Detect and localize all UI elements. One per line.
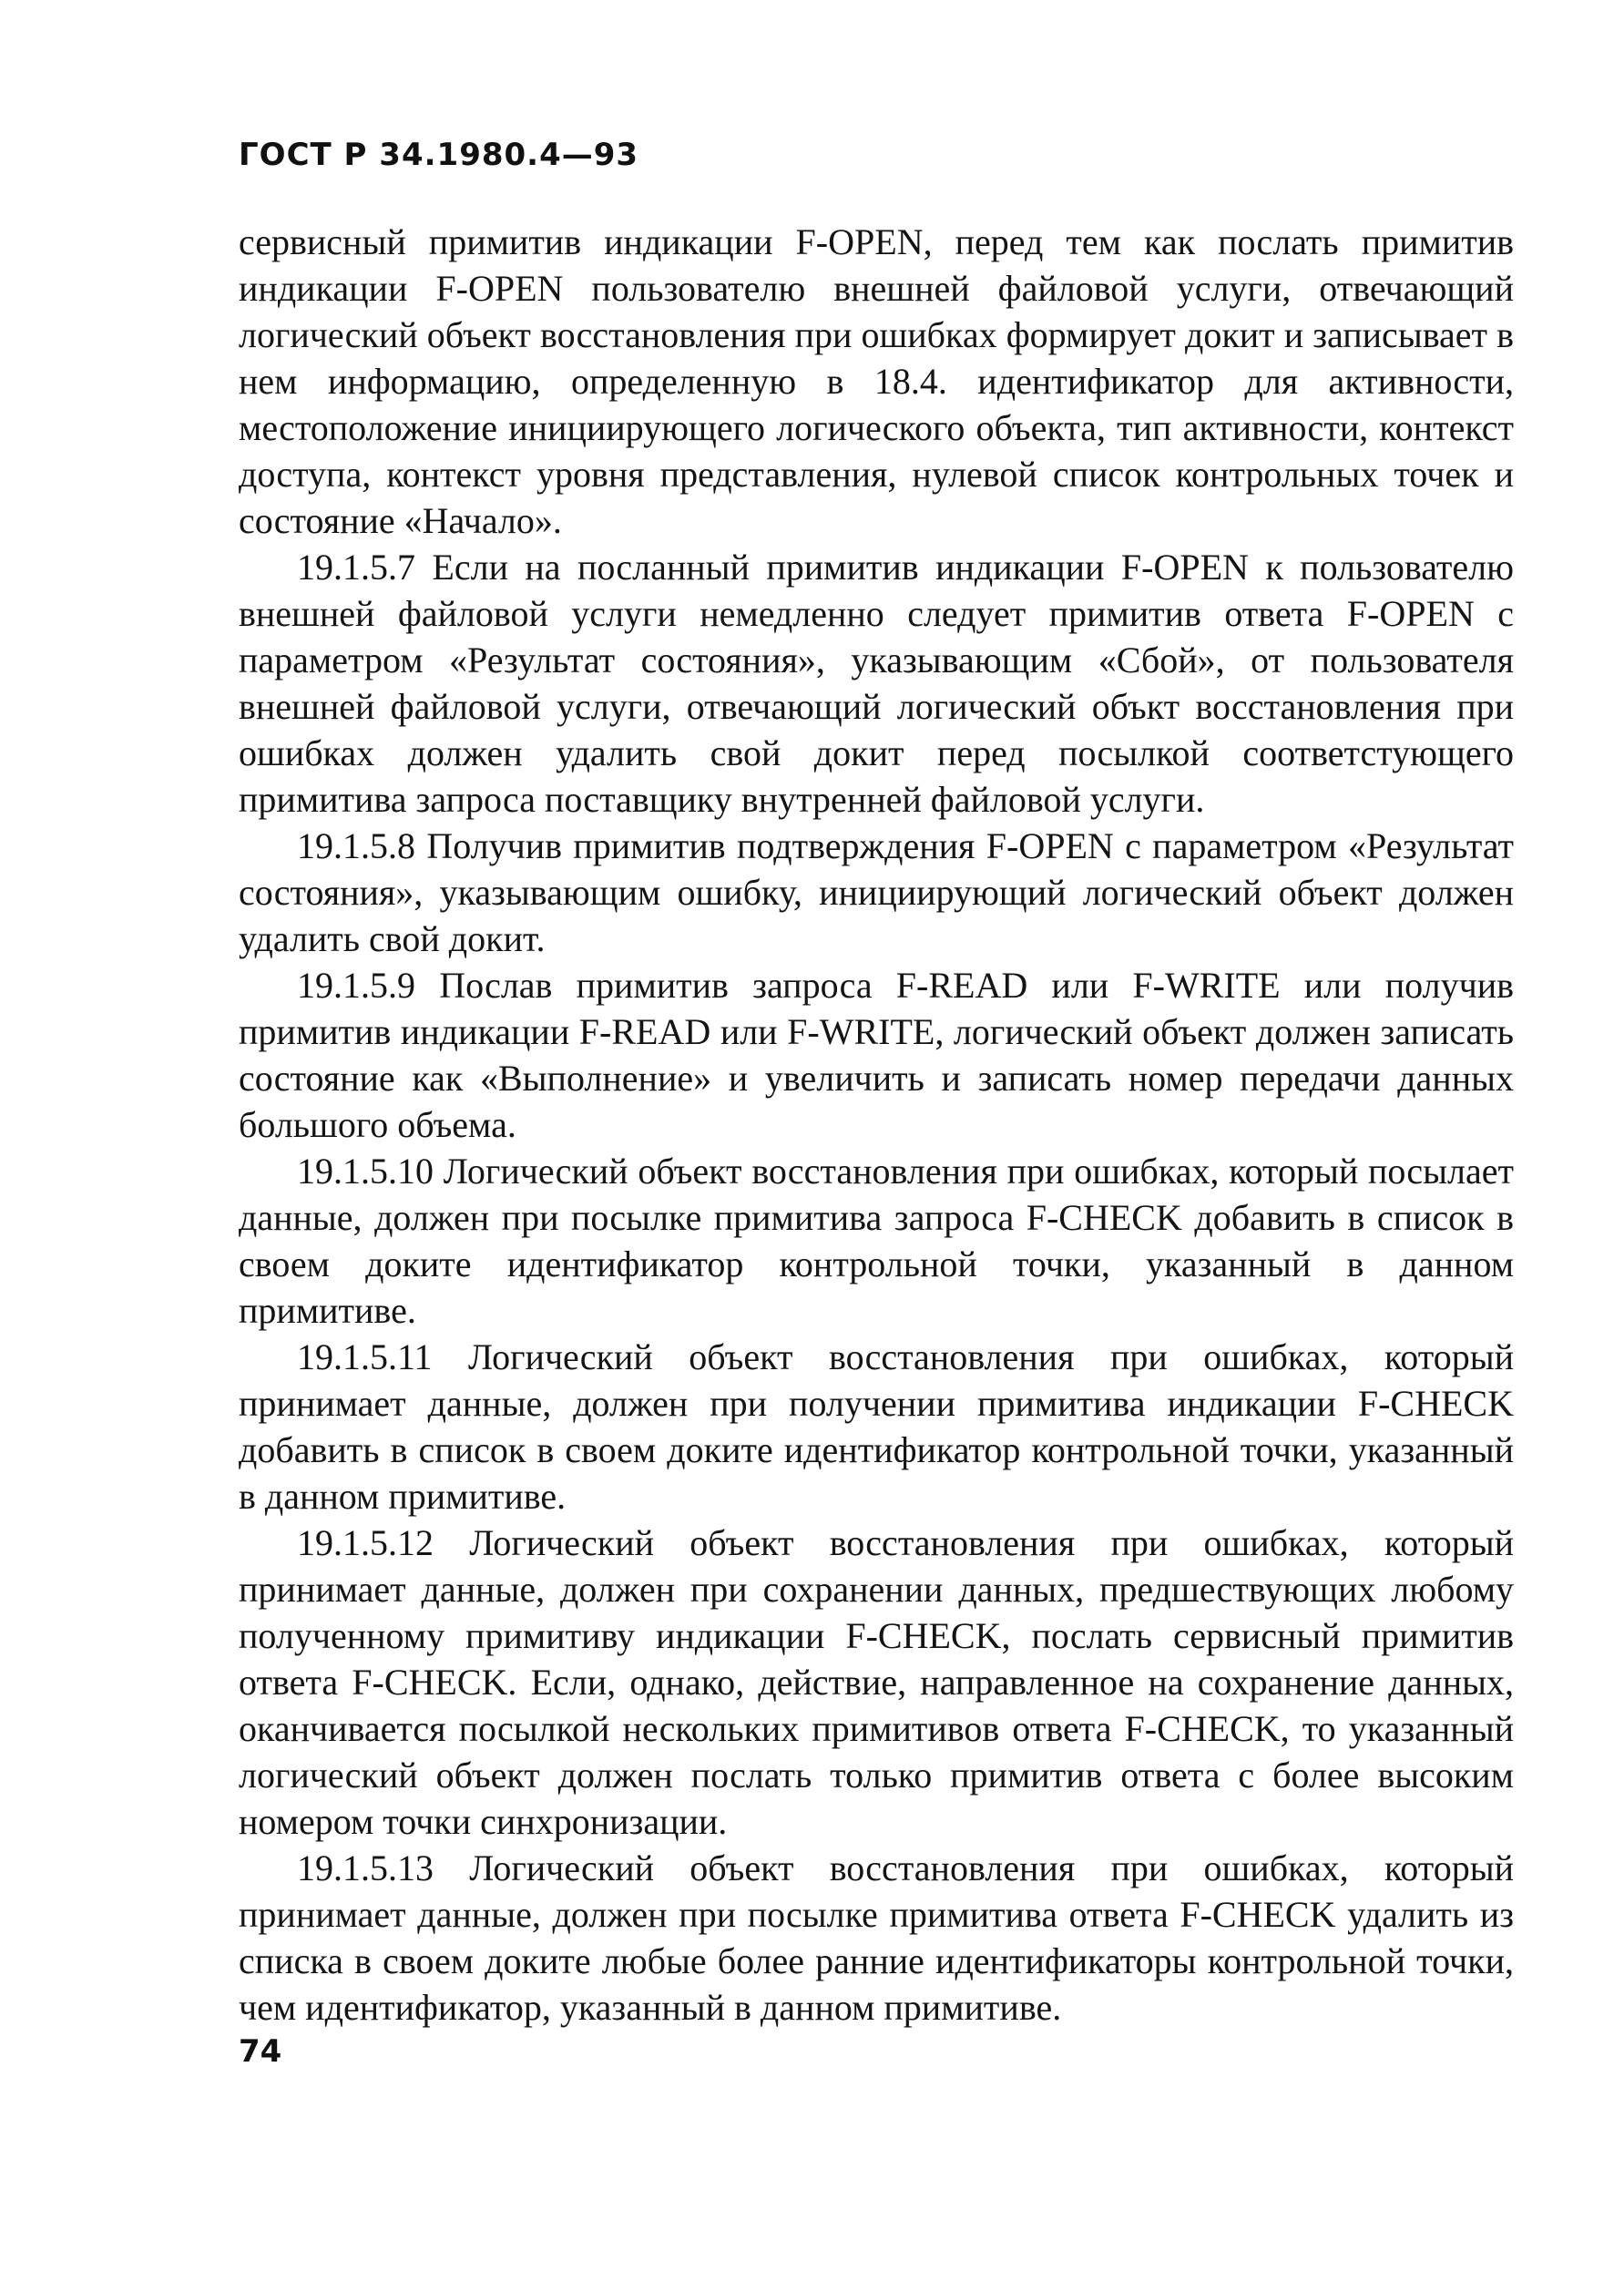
document-body xyxy=(239,219,1514,2031)
paragraph-19-1-5-11: 19.1.5.11 Логический объект восстановления при ошибках, который принимает данные, должен при получении примитива индикации F-CHECK добавить в список в своем докитe идентификатор контрольной точки, указанный в данном примитиве. xyxy=(239,1336,1514,1517)
paragraph-19-1-5-10: 19.1.5.10 Логический объект восстановления при ошибках, который посылает данные, должен при посылке примитива запроса F-CHECK добавить в список в своем докитe идентификатор контрольной точки, указанный в данном примитиве. xyxy=(239,1151,1514,1331)
paragraph-continuation: сервисный примитив индикации F-OPEN, перед тем как послать примитив индикации F-OPEN пользователю внешней файловой услуги, отвечающий логический объект восстановления при ошибках формирует докит и записывает в нем информацию, определенную в 18.4. идентификатор для активности, местоположение инициирующего логического объекта, тип активности, контекст доступа, контекст уровня представления, нулевой список контрольных точек и состояние «Начало». xyxy=(239,221,1514,541)
paragraph-19-1-5-12: 19.1.5.12 Логический объект восстановления при ошибках, который принимает данные, должен при сохранении данных, предшествующих любому полученному примитиву индикации F-CHECK, послать сервисный примитив ответа F-CHECK. Если, однако, действие, направленное на сохранение данных, оканчивается посылкой нескольких примитивов ответа F-CHECK, то указанный логический объект должен послать только примитив ответа с более высоким номером точки синхронизации. xyxy=(239,1522,1514,1842)
paragraph-19-1-5-8: 19.1.5.8 Получив примитив подтверждения F-OPEN с параметром «Результат состояния», указывающим ошибку, инициирующий логический объект должен удалить свой докит. xyxy=(239,825,1514,959)
paragraph-19-1-5-9: 19.1.5.9 Послав примитив запроса F-READ или F-WRITE или получив примитив индикации F-READ или F-WRITE, логический объект должен записать состояние как «Выполнение» и увеличить и записать номер передачи данных большого объема. xyxy=(239,965,1514,1145)
page-number: 74 xyxy=(239,2033,282,2070)
paragraph-19-1-5-13: 19.1.5.13 Логический объект восстановления при ошибках, который принимает данные, должен при посылке примитива ответа F-CHECK удалить из списка в своем докитe любые более ранние идентификаторы контрольной точки, чем идентификатор, указанный в данном примитиве. xyxy=(239,1847,1514,2028)
document-header: ГОСТ Р 34.1980.4—93 xyxy=(239,137,639,173)
paragraph-19-1-5-7: 19.1.5.7 Если на посланный примитив индикации F-OPEN к пользователю внешней файловой услуги немедленно следует примитив ответа F-OPEN с параметром «Результат состояния», указывающим «Сбой», от пользователя внешней файловой услуги, отвечающий логический объкт восстановления при ошибках должен удалить свой докит перед посылкой соответстующего примитива запроса поставщику внутренней файловой услуги. xyxy=(239,547,1514,820)
